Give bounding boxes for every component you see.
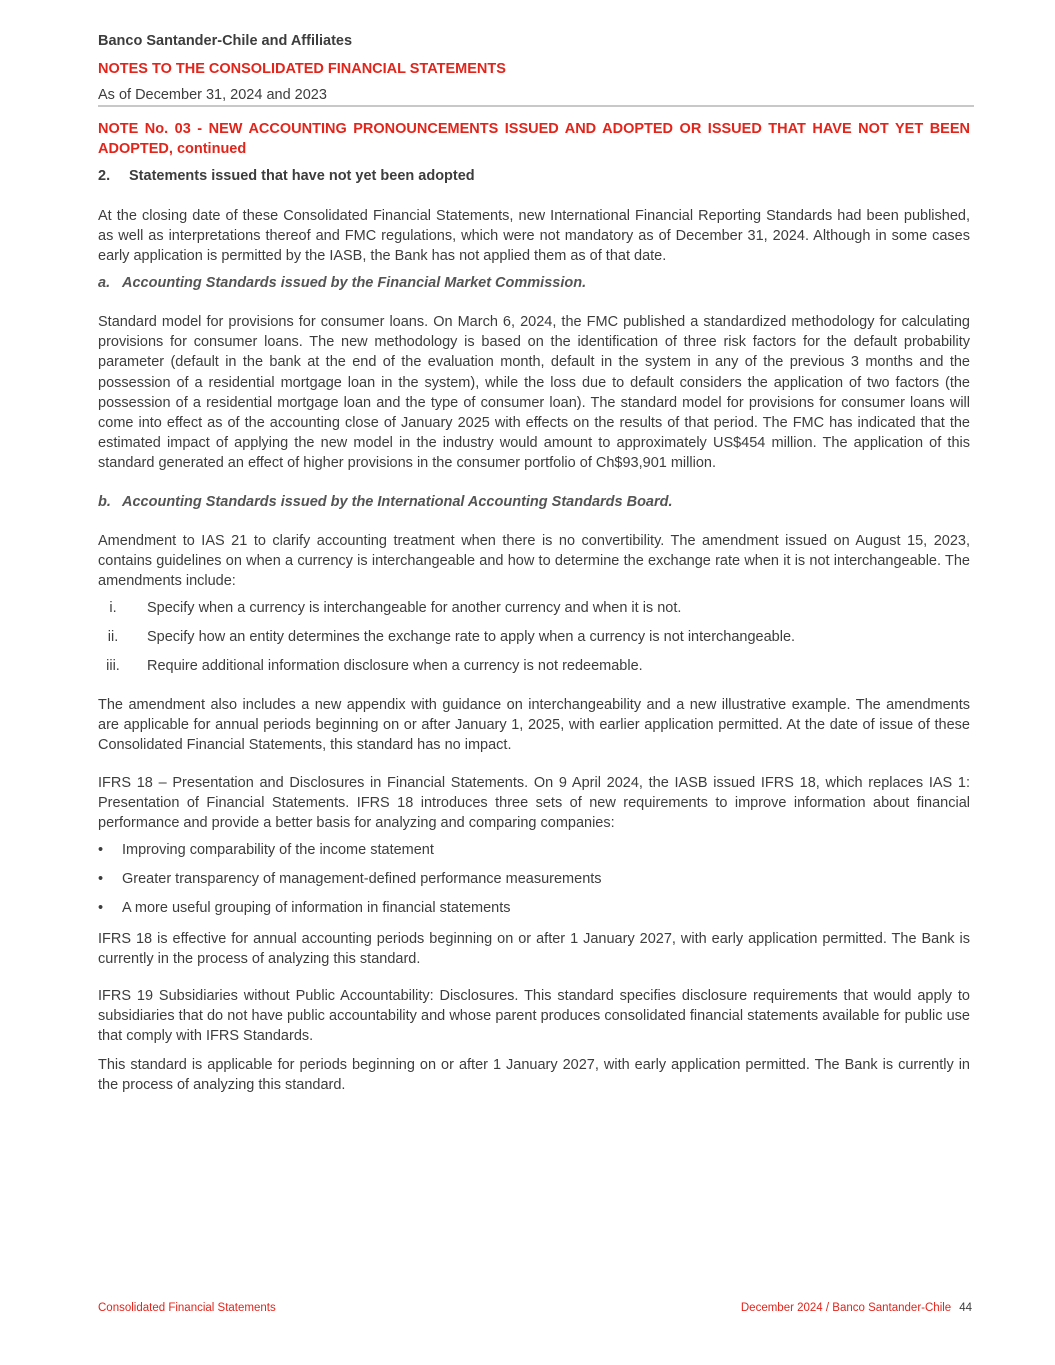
intro-paragraph: At the closing date of these Consolidated Financial Statements, new International Financial Reporting Standards had been published, as well as interpretations thereof and FMC regulations, which were not mandatory as of December 31, 2024. Although in some cases early application is permitted by the IASB, the Bank has not applied them as of that date. bbox=[98, 208, 970, 265]
bullet-list-item bbox=[98, 842, 434, 858]
roman-item-text: Specify when a currency is interchangeable for another currency and when it is not. bbox=[147, 600, 682, 616]
ifrs18-effective-paragraph: IFRS 18 is effective for annual accounting periods beginning on or after 1 January 2027, with early application permitted. The Bank is currently in the process of analyzing this standard. bbox=[98, 931, 970, 968]
bullet-text: Improving comparability of the income statement bbox=[122, 842, 434, 858]
notes-title: NOTES TO THE CONSOLIDATED FINANCIAL STATEMENTS bbox=[98, 61, 506, 77]
roman-numeral: iii. bbox=[106, 658, 120, 674]
footer-document-title: Consolidated Financial Statements bbox=[98, 1302, 276, 1314]
bullet-text: Greater transparency of management-defined performance measurements bbox=[122, 871, 602, 887]
ifrs19-effective-paragraph: This standard is applicable for periods beginning on or after 1 January 2027, with early application permitted. The Bank is currently in the process of analyzing this standard. bbox=[98, 1057, 970, 1094]
subsection-b-heading bbox=[98, 494, 673, 510]
bullet-mark: • bbox=[98, 871, 104, 887]
appendix-paragraph: The amendment also includes a new appendix with guidance on interchangeability and a new illustrative example. The amendments are applicable for annual periods beginning on or after January 1, 2025, with earlier application permitted. At the date of issue of these Consolidated Financial Statements, this standard has no impact. bbox=[98, 697, 970, 754]
header-divider bbox=[98, 105, 974, 107]
section-number: 2. bbox=[98, 168, 111, 184]
as-of-date: As of December 31, 2024 and 2023 bbox=[98, 87, 327, 103]
roman-item-text: Require additional information disclosure when a currency is not redeemable. bbox=[147, 658, 643, 674]
roman-item-text: Specify how an entity determines the exchange rate to apply when a currency is not interchangeable. bbox=[147, 629, 796, 645]
footer-right bbox=[741, 1302, 972, 1314]
page-number: 44 bbox=[959, 1302, 972, 1314]
roman-numeral: ii. bbox=[107, 629, 119, 645]
ifrs18-paragraph: IFRS 18 – Presentation and Disclosures in Financial Statements. On 9 April 2024, the IASB issued IFRS 18, which replaces IAS 1: Presentation of Financial Statements. IFRS 18 introduces three sets of new requirements to improve information about financial performance and provide a better basis for analyzing and comparing companies: bbox=[98, 775, 970, 832]
bullet-mark: • bbox=[98, 842, 104, 858]
roman-numeral: i. bbox=[109, 600, 117, 616]
ifrs19-paragraph: IFRS 19 Subsidiaries without Public Accountability: Disclosures. This standard specifies disclosure requirements that would apply to subsidiaries that do not have public accountability and whose parent produces consolidated financial statements available for public use that comply with IFRS Standards. bbox=[98, 988, 970, 1045]
bullet-list-item bbox=[98, 871, 602, 887]
subsection-a-heading bbox=[98, 275, 586, 291]
roman-list-item bbox=[98, 629, 795, 645]
section-title: Statements issued that have not yet been adopted bbox=[129, 168, 475, 184]
roman-list-item bbox=[98, 600, 681, 616]
bullet-mark: • bbox=[98, 900, 104, 916]
subsection-a-letter: a. bbox=[98, 275, 111, 291]
company-name: Banco Santander-Chile and Affiliates bbox=[98, 33, 353, 49]
subsection-b-letter: b. bbox=[98, 494, 111, 510]
subsection-a-title: Accounting Standards issued by the Financial Market Commission. bbox=[122, 275, 587, 291]
roman-list-item bbox=[98, 658, 643, 674]
footer-period: December 2024 / Banco Santander-Chile bbox=[740, 1302, 952, 1314]
bullet-list-item bbox=[98, 900, 511, 916]
fmc-provisions-paragraph: Standard model for provisions for consumer loans. On March 6, 2024, the FMC published a standardized methodology for calculating provisions for consumer loans. The new methodology is based on the identification of three risk factors for the default probability parameter (default in the bank at the end of the evaluation month, default in the system in any of the previous 3 months and the possession of a residential mortgage loan in the system), while the loss due to default considers the application of two factors (the possession of a residential mortgage loan and the type of consumer loan). The standard model for provisions for consumer loans will come into effect as of the accounting close of January 2025 with effects on the results of that period. The FMC has indicated that the estimated impact of applying the new model in the industry would amount to approximately US$454 million. The application of this standard generated an effect of higher provisions in the consumer portfolio of Ch$93,901 million. bbox=[98, 314, 970, 472]
bullet-text: A more useful grouping of information in financial statements bbox=[122, 900, 511, 916]
subsection-b-title: Accounting Standards issued by the International Accounting Standards Board. bbox=[122, 494, 673, 510]
note-heading: NOTE No. 03 - NEW ACCOUNTING PRONOUNCEMENTS ISSUED AND ADOPTED OR ISSUED THAT HAVE NOT YET BEEN ADOPTED, continued bbox=[98, 121, 970, 157]
ias21-paragraph: Amendment to IAS 21 to clarify accounting treatment when there is no convertibility. The amendment issued on August 15, 2023, contains guidelines on when a currency is interchangeable and how to determine the exchange rate when it is not interchangeable. The amendments include: bbox=[98, 533, 970, 590]
section-heading bbox=[98, 168, 475, 184]
